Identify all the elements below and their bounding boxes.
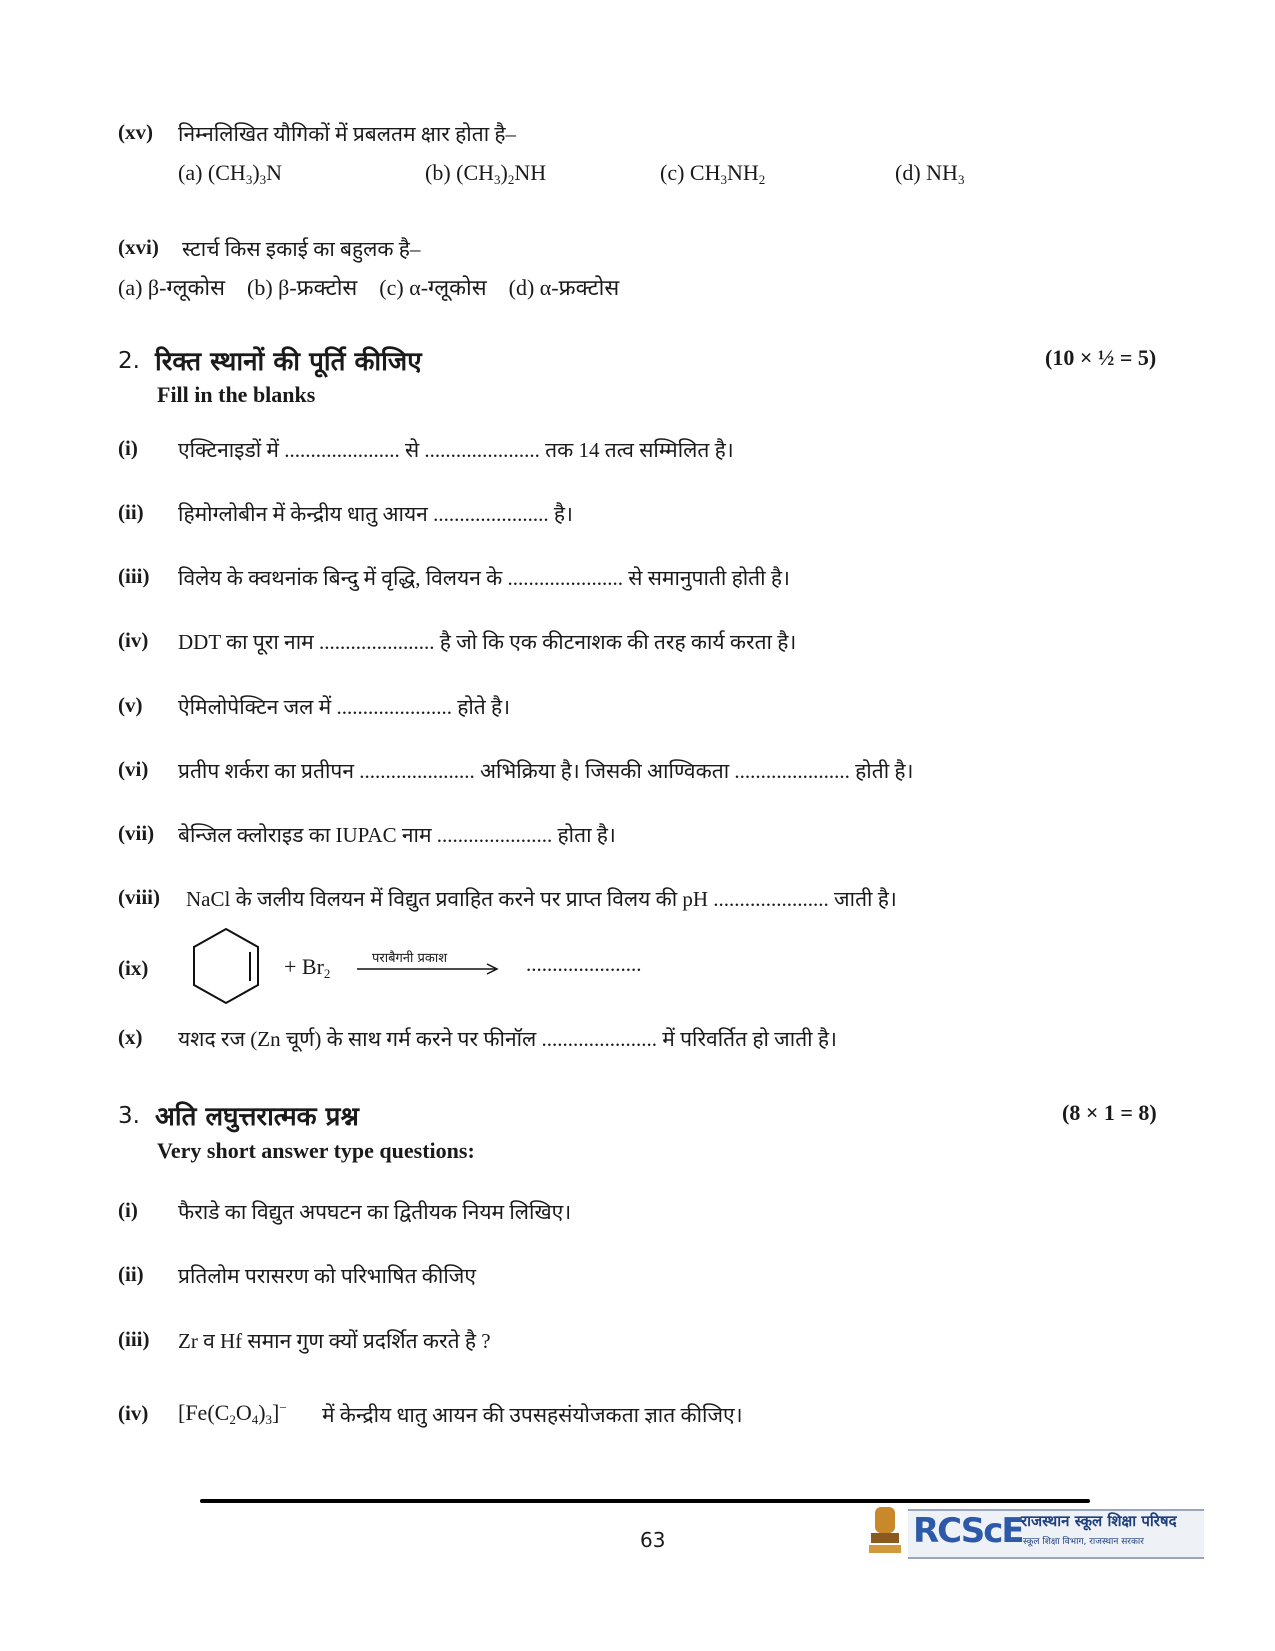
item-text: बेन्जिल क्लोराइड का IUPAC नाम ...................... होता है। (178, 823, 616, 847)
option-a: (a) $(CH_3)_3N$ (178, 160, 283, 187)
option-c: (c) $CH_3NH_2$ (660, 160, 766, 187)
item-number: (vi) (118, 757, 149, 781)
item-number: (iv) (118, 1401, 149, 1425)
section-title: रिक्त स्थानों की पूर्ति कीजिए (155, 347, 422, 377)
item-text: ऐमिलोपेक्टिन जल में ...................... होते है। (178, 695, 511, 719)
reagent (284, 954, 330, 982)
item-text: हिमोग्लोबीन में केन्द्रीय धातु आयन ...................... है। (178, 502, 573, 526)
section-subtitle: Fill in the blanks (157, 382, 316, 407)
item-text: Zr व Hf समान गुण क्यों प्रदर्शित करते है ? (178, 1329, 491, 1353)
item-text: NaCl के जलीय विलयन में विद्युत प्रवाहित करने पर प्राप्त विलय की pH ...................... जाती है। (186, 887, 897, 911)
option-label: (a) (178, 160, 203, 185)
item-number: (x) (118, 1025, 143, 1049)
item-text: विलेय के क्वथनांक बिन्दु में वृद्धि, विलयन के ...................... से समानुपाती होती है। (178, 566, 790, 590)
item-number: (viii) (118, 885, 160, 909)
option-label: (d) (895, 160, 921, 185)
item-text: DDT का पूरा नाम ...................... है जो कि एक कीटनाशक की तरह कार्य करता है। (178, 630, 797, 654)
logo-title: राजस्थान स्कूल शिक्षा परिषद (1021, 1512, 1177, 1530)
reaction-arrow (355, 962, 505, 976)
question-number: (xv) (118, 120, 153, 144)
item-number: (iii) (118, 564, 150, 588)
logo-brand: RCScE (913, 1511, 1023, 1551)
section-title: अति लघुत्तरात्मक प्रश्न (155, 1102, 359, 1132)
option-d: (d) $NH_3$ (895, 160, 965, 187)
item-text: फैराडे का विद्युत अपघटन का द्वितीयक नियम लिखिए। (178, 1200, 572, 1224)
cyclohexene-structure (186, 925, 266, 1007)
section-subtitle: Very short answer type questions: (157, 1138, 475, 1163)
item-text: यशद रज (Zn चूर्ण) के साथ गर्म करने पर फीनॉल ...................... में परिवर्तित हो जाती है। (178, 1027, 837, 1051)
rcsce-logo (865, 1501, 1210, 1563)
complex-formula: $[Fe(C_2O_4)_3]^-$ (178, 1400, 287, 1427)
item-text: प्रतिलोम परासरण को परिभाषित कीजिए (178, 1264, 476, 1288)
answer-blank: ...................... (526, 952, 642, 976)
reagent-subscript: 2 (323, 966, 331, 981)
item-text: एक्टिनाइडों में ...................... से ...................... तक 14 तत्व सम्मिलित है। (178, 438, 734, 462)
item-number: (v) (118, 693, 143, 717)
item-number: (iii) (118, 1327, 150, 1351)
item-number: (ii) (118, 500, 144, 524)
section-number: 2. (118, 348, 140, 374)
option-b: (b) $(CH_3)_2NH$ (425, 160, 547, 187)
section-number: 3. (118, 1103, 140, 1129)
reagent-text: + Br (284, 954, 324, 979)
item-number: (iv) (118, 628, 149, 652)
item-text: प्रतीप शर्करा का प्रतीपन ...................... अभिक्रिया है। जिसकी आण्विकता ...................... होती है। (178, 759, 914, 783)
option-label: (b) (425, 160, 451, 185)
question-text: निम्नलिखित यौगिकों में प्रबलतम क्षार होता है– (178, 122, 517, 146)
arrow-label: पराबैगनी प्रकाश (372, 951, 448, 966)
question-options: (a) β-ग्लूकोस (b) β-फ्रक्टोस (c) α-ग्लूकोस (d) α-फ्रक्टोस (118, 275, 620, 300)
item-number: (i) (118, 436, 138, 460)
item-text: में केन्द्रीय धातु आयन की उपसहसंयोजकता ज्ञात कीजिए। (322, 1403, 743, 1427)
item-number: (i) (118, 1198, 138, 1222)
page-number: 63 (640, 1528, 666, 1552)
item-number: (ii) (118, 1262, 144, 1286)
item-number: (vii) (118, 821, 155, 845)
emblem-icon (865, 1501, 905, 1563)
question-text: स्टार्च किस इकाई का बहुलक है– (182, 237, 421, 261)
question-number: (xvi) (118, 235, 159, 259)
logo-subtitle: स्कूल शिक्षा विभाग, राजस्थान सरकार (1023, 1537, 1144, 1547)
option-label: (c) (660, 160, 685, 185)
section-marks: (10 × ½ = 5) (1045, 345, 1157, 370)
section-marks: (8 × 1 = 8) (1062, 1100, 1157, 1125)
item-number: (ix) (118, 956, 149, 980)
